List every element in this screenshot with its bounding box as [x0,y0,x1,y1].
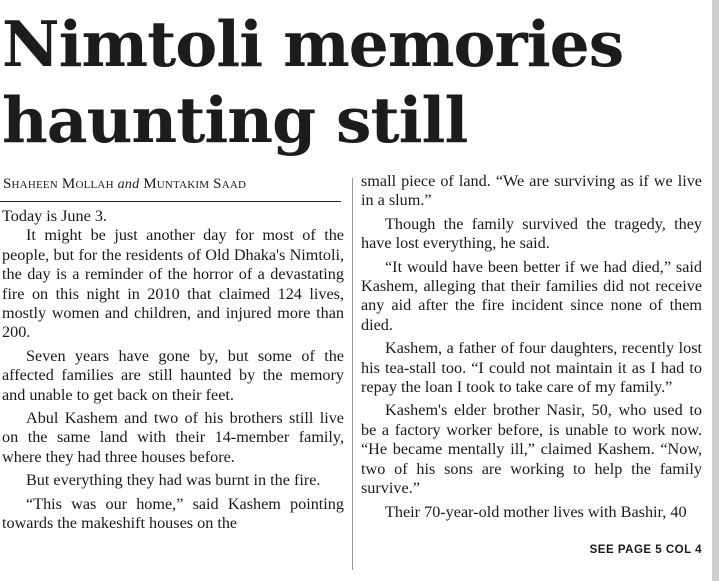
column-divider [352,178,353,570]
paragraph: Abul Kashem and two of his brothers still live on the same land with their 14-member family, where they had three houses before. [2,409,344,466]
paragraph: Their 70-year-old mother lives with Bashir, 40 [385,502,687,521]
author-2: Muntakim Saad [143,176,247,192]
paragraph: Kashem's elder brother Nasir, 50, who used to be a factory worker before, is unable to work now. “He became mentally ill,” claimed Kashem. “Now, two of his sons are working to help the family survive.” [361,401,702,498]
paragraph: “This was our home,” said Kashem pointing towards the makeshift houses on the [2,494,344,533]
clipping-edge [712,0,719,581]
paragraph: “It would have been better if we had died,” said Kashem, alleging that their families did not receive any aid after the fire incident since none of them died. [361,257,702,334]
paragraph: It might be just another day for most of the people, but for the residents of Old Dhaka's Nimtoli, the day is a reminder of the horror of a devastating fire on this night in 2010 that claimed 124 lives, mostly women and children, and injured more than 200. [2,226,344,342]
paragraph: Today is June 3. [2,207,107,225]
article-column-2 [361,172,702,522]
byline-rule [0,201,341,202]
headline [2,6,702,158]
paragraph: Though the family survived the tragedy, they have lost everything, he said. [361,214,702,253]
paragraph: Seven years have gone by, but some of the affected families are still haunted by the memory and unable to get back on their feet. [2,346,344,404]
author-1: Shaheen Mollah [3,176,114,192]
paragraph: small piece of land. “We are surviving as if we live in a slum.” [361,172,702,210]
article-column-1 [2,207,344,534]
headline-line-2: haunting still [2,83,468,157]
byline-conjunction: and [117,177,140,192]
paragraph: But everything they had was burnt in the fire. [26,471,321,490]
headline-line-1: Nimtoli memories [2,7,624,81]
continuation-note: SEE PAGE 5 COL 4 [589,544,702,556]
paragraph: Kashem, a father of four daughters, recently lost his tea-stall too. “I could not maintain it as I had to repay the loan I took to take care of my family.” [361,339,702,397]
byline [3,176,343,193]
